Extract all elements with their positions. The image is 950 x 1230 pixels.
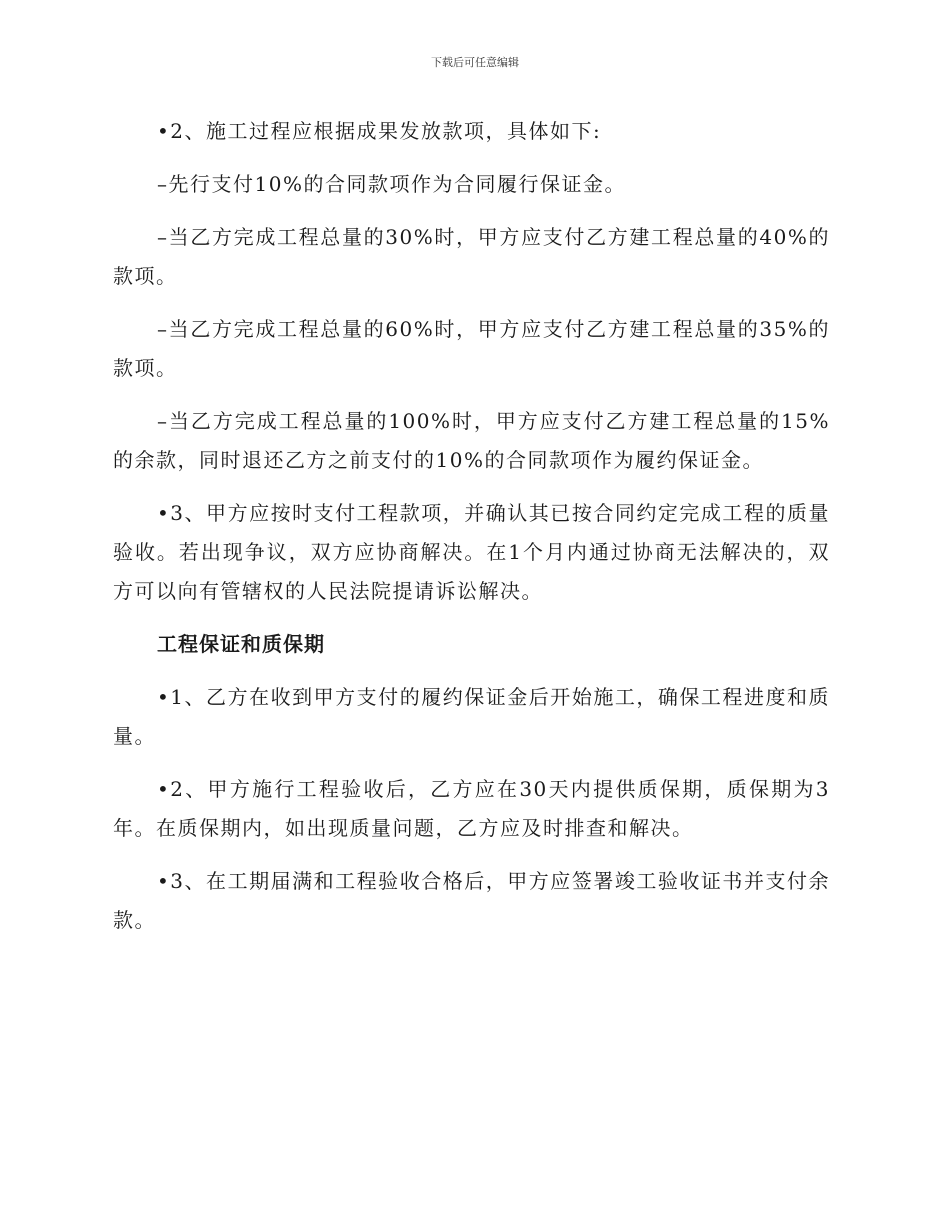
paragraph-final-payment: •3、在工期届满和工程验收合格后，甲方应签署竣工验收证书并支付余款。 (113, 869, 830, 932)
paragraph-warranty-period: •2、甲方施行工程验收后，乙方应在30天内提供质保期，质保期为3年。在质保期内，如出现质量问题，乙方应及时排查和解决。 (113, 777, 830, 840)
paragraph-payment-intro: •2、施工过程应根据成果发放款项，具体如下: (157, 119, 602, 143)
paragraph-deposit: –先行支付10%的合同款项作为合同履行保证金。 (157, 172, 626, 196)
section-heading: 工程保证和质保期 (157, 632, 325, 656)
paragraph-milestone-60: –当乙方完成工程总量的60%时，甲方应支付乙方建工程总量的35%的款项。 (113, 317, 830, 380)
document-body (113, 112, 830, 954)
paragraph-construction-start: •1、乙方在收到甲方支付的履约保证金后开始施工，确保工程进度和质量。 (113, 685, 830, 748)
page-header: 下载后可任意编辑 (431, 56, 519, 69)
paragraph-dispute: •3、甲方应按时支付工程款项，并确认其已按合同约定完成工程的质量验收。若出现争议，双方应协商解决。在1个月内通过协商无法解决的，双方可以向有管辖权的人民法院提请诉讼解决。 (113, 501, 830, 603)
paragraph-milestone-100: –当乙方完成工程总量的100%时，甲方应支付乙方建工程总量的15%的余款，同时退还乙方之前支付的10%的合同款项作为履约保证金。 (113, 409, 830, 472)
paragraph-milestone-30: –当乙方完成工程总量的30%时，甲方应支付乙方建工程总量的40%的款项。 (113, 225, 830, 288)
